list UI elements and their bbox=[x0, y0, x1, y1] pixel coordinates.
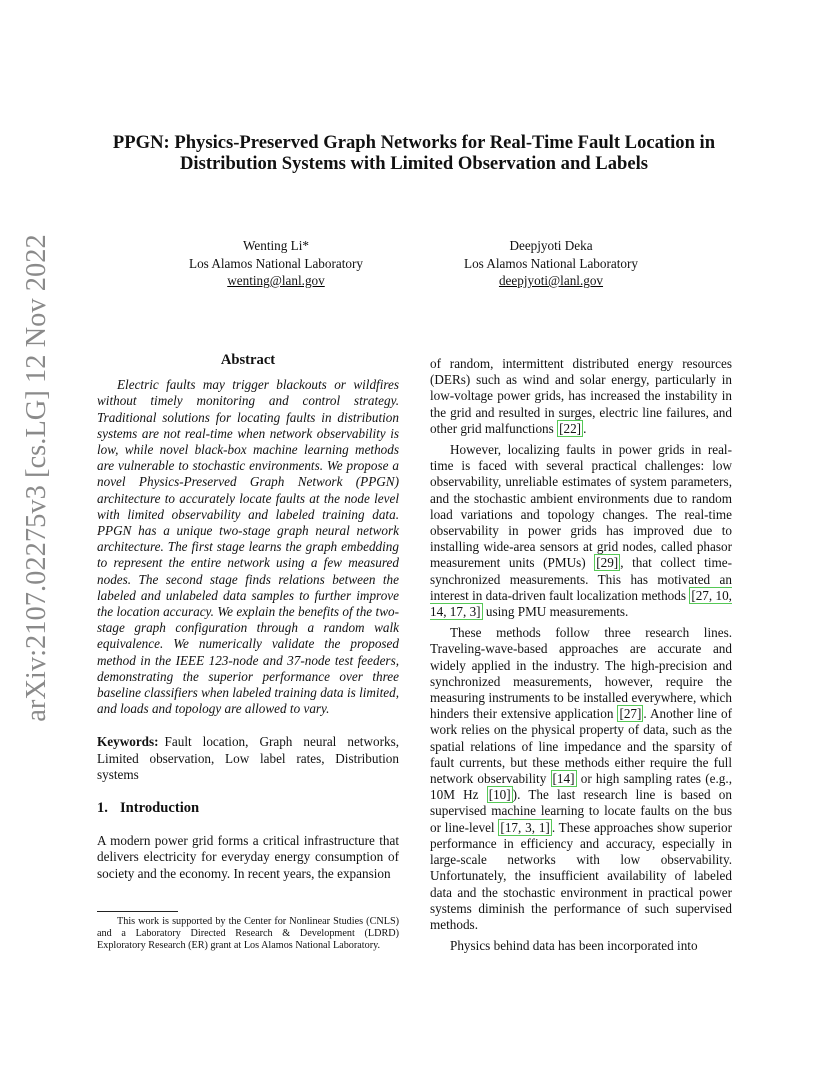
section-heading-introduction bbox=[97, 800, 399, 816]
citation-link[interactable]: [14] bbox=[552, 771, 575, 787]
citation-link[interactable]: [29] bbox=[596, 555, 619, 571]
citation-link[interactable]: [27] bbox=[619, 706, 642, 722]
footnote bbox=[97, 916, 399, 951]
footnote-lead: This work is supported by the Center for Nonlinear Studies bbox=[117, 916, 364, 927]
intro-paragraph: A modern power grid forms a critical infrastructure that delivers electricity for everyday energy consumption of society and the economy. In recent years, the expansion bbox=[97, 833, 399, 881]
paragraph: of random, intermittent distributed energy resources (DERs) such as wind and solar energy, particularly in low-voltage power grids, has increased the instability in the grid and resulted in surges, electric line failures, and other grid malfunctions [22] . bbox=[430, 356, 732, 436]
paper-title: PPGN: Physics-Preserved Graph Networks for Real-Time Fault Location in Distribution Systems with Limited Observation and Labels bbox=[112, 132, 716, 174]
arxiv-identifier-stamp bbox=[20, 234, 54, 722]
keywords bbox=[97, 734, 399, 783]
paragraph: These methods follow three research lines. Traveling-wave-based approaches are accurate and widely applied in the industry. The high-precision and synchronized measurements, however, require the measuring instruments to be installed everywhere, which hinders their extensive application [27] . Another line of work relies on the physical property of data, such as the spatial relations of line impedance and the sparsity of fault currents, but these methods either require the full network observability [14] or high sampling rates (e.g., 10M Hz [10] ). The last research line is based on supervised machine learning to locate faults on the bus or line-level [17, 3, 1] . These approaches show superior performance in efficiency and accuracy, especially in large-scale networks with low observability. Unfortunately, the insufficient availability of labeled data and the stochastic environment in practical power systems diminish the performance of such supervised methods. bbox=[430, 625, 732, 932]
keywords-label: Keywords: bbox=[97, 734, 159, 750]
author-email-link[interactable]: wenting@lanl.gov bbox=[227, 273, 325, 288]
author-block-1 bbox=[156, 237, 396, 290]
abstract-text: Electric faults may trigger blackouts or wildfires without timely monitoring and control strategy. Traditional solutions for locating faults in distribution systems are not real-time when network observability is low, while novel black-box machine learning methods are vulnerable to stochastic environments. We propose a novel Physics-Preserved Graph Network (PPGN) architecture to accurately locate faults at the node level with limited observability and labeled training data. PPGN has a unique two-stage graph neural network architecture. The first stage learns the graph embedding to represent the entire network using a few measured nodes. The second stage finds relations between the labeled and unlabeled data samples to further improve the location accuracy. We explain the benefits of the two-stage graph configuration through a random walk equivalence. We numerically validate the proposed method in the IEEE 123-node and 37-node test feeders, demonstrating the superior performance over three baseline classifiers when labeled training data is limited, and loads and topology are allowed to vary. bbox=[97, 377, 399, 717]
right-column bbox=[430, 356, 732, 959]
author-block-2 bbox=[431, 237, 671, 290]
section-title: Introduction bbox=[119, 800, 200, 817]
keywords-text: Fault location, Graph neural networks, Limited observation, Low label rates, Distribution systems bbox=[97, 734, 399, 782]
author-affiliation: Los Alamos National Laboratory bbox=[464, 255, 638, 271]
paragraph: Physics behind data has been incorporated into bbox=[450, 938, 698, 954]
paragraph: However, localizing faults in power grids in real-time is faced with several practical challenges: low observability, unreliable estimates of system parameters, and the stochastic ambient environments due to random load variations and topology changes. The real-time observability in power grids has improved due to installing wide-area sensors at grid nodes, called phasor measurement units (PMUs) [29] , that collect time-synchronized measurements. This has motivated an interest in data-driven fault localization methods [27, 10, 14, 17, 3] using PMU measurements. bbox=[430, 442, 732, 620]
left-column bbox=[97, 352, 399, 882]
author-email-link[interactable]: deepjyoti@lanl.gov bbox=[498, 273, 604, 288]
author-name: Deepjyoti Deka bbox=[509, 238, 593, 253]
section-number: 1. bbox=[97, 800, 108, 817]
abstract-heading: Abstract bbox=[220, 352, 276, 368]
footnote-rest: (CNLS) and a Laboratory Directed Research & Development (LDRD) Exploratory Research (ER) grant at Los Alamos National Laboratory. bbox=[97, 916, 399, 951]
arxiv-identifier-text: arXiv:2107.02275v3 [cs.LG] 12 Nov 2022 bbox=[21, 234, 52, 722]
author-affiliation: Los Alamos National Laboratory bbox=[189, 255, 363, 271]
footnote-rule bbox=[97, 911, 178, 912]
citation-link[interactable]: [27, 10, 14, 17, 3] bbox=[430, 587, 732, 620]
author-name: Wenting Li* bbox=[243, 238, 309, 253]
citation-link[interactable]: [10] bbox=[488, 787, 511, 803]
citation-link[interactable]: [17, 3, 1] bbox=[500, 819, 550, 835]
citation-link[interactable]: [22] bbox=[559, 420, 582, 436]
